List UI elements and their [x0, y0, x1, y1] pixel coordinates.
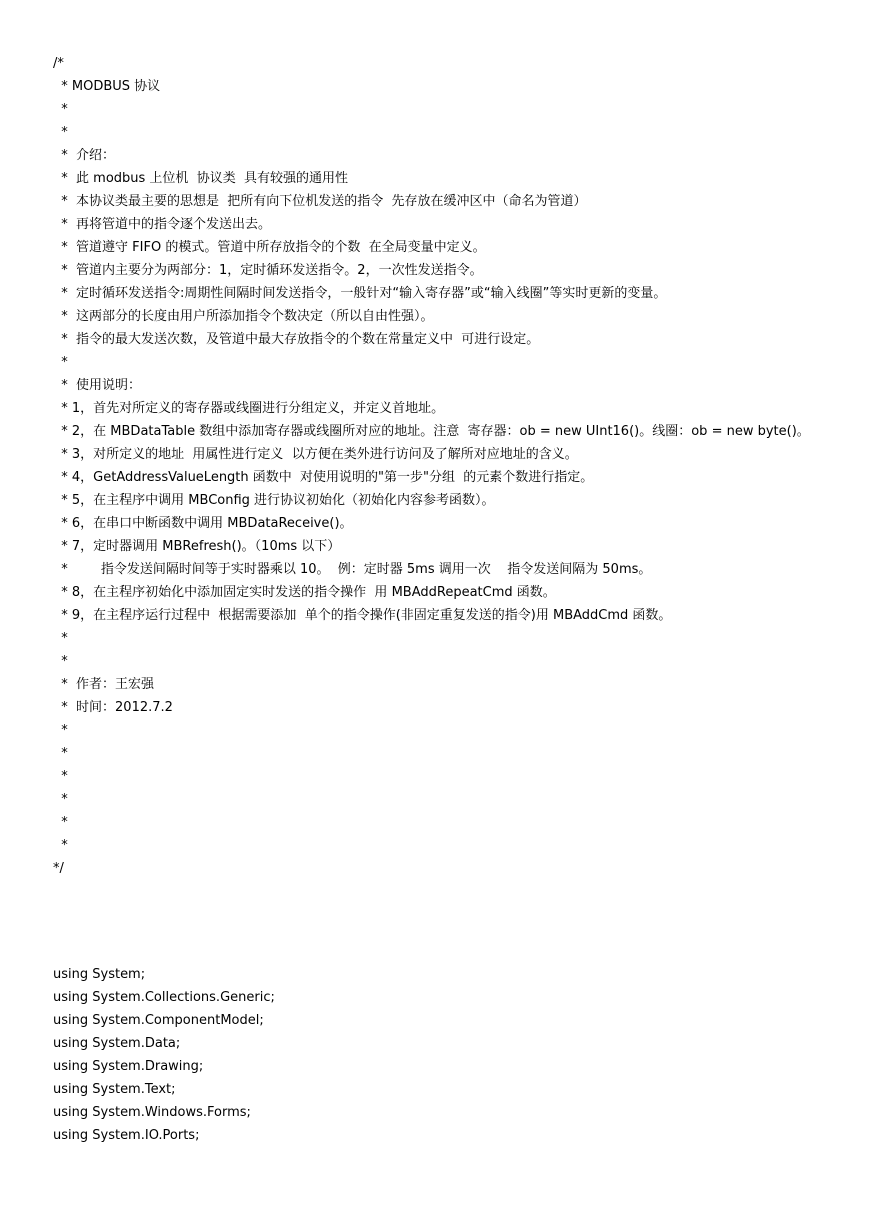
- using-line: using System.Drawing;: [53, 1059, 204, 1074]
- comment-line: * 6，在串口中断函数中调用 MBDataReceive()。: [53, 516, 353, 531]
- comment-line: * 管道遵守 FIFO 的模式。管道中所存放指令的个数 在全局变量中定义。: [53, 240, 486, 255]
- comment-line: *: [53, 631, 68, 646]
- using-line: using System.Collections.Generic;: [53, 990, 275, 1005]
- comment-line: *: [53, 654, 68, 669]
- comment-line: * 9，在主程序运行过程中 根据需要添加 单个的指令操作(非固定重复发送的指令)用 MBAddCmd 函数。: [53, 608, 672, 623]
- using-line: using System.Text;: [53, 1082, 176, 1097]
- comment-line: * 8，在主程序初始化中添加固定实时发送的指令操作 用 MBAddRepeatCmd 函数。: [53, 585, 556, 600]
- comment-line: * 管道内主要分为两部分：1，定时循环发送指令。2，一次性发送指令。: [53, 263, 483, 278]
- using-line: using System.Data;: [53, 1036, 181, 1051]
- comment-line: * 使用说明：: [53, 378, 142, 393]
- comment-line: * 时间：2012.7.2: [53, 700, 173, 715]
- comment-line: *: [53, 746, 68, 761]
- comment-line: * 5，在主程序中调用 MBConfig 进行协议初始化（初始化内容参考函数）。: [53, 493, 495, 508]
- comment-line: * MODBUS 协议: [53, 79, 161, 94]
- comment-line: *: [53, 355, 68, 370]
- comment-line: /*: [53, 56, 64, 71]
- comment-line: * 作者：王宏强: [53, 677, 155, 692]
- using-line: using System.IO.Ports;: [53, 1128, 200, 1143]
- header-comment-block: [53, 52, 853, 880]
- comment-line: *: [53, 723, 68, 738]
- comment-line: * 1，首先对所定义的寄存器或线圈进行分组定义，并定义首地址。: [53, 401, 445, 416]
- using-line: using System.ComponentModel;: [53, 1013, 264, 1028]
- comment-line: * 3，对所定义的地址 用属性进行定义 以方便在类外进行访问及了解所对应地址的含义。: [53, 447, 578, 462]
- comment-line: *: [53, 769, 68, 784]
- comment-line: */: [53, 861, 64, 876]
- using-line: using System;: [53, 967, 146, 982]
- comment-line: * 指令的最大发送次数，及管道中最大存放指令的个数在常量定义中 可进行设定。: [53, 332, 540, 347]
- comment-line: * 介绍：: [53, 148, 116, 163]
- comment-line: * 这两部分的长度由用户所添加指令个数决定（所以自由性强）。: [53, 309, 434, 324]
- comment-line: * 7，定时器调用 MBRefresh()。（10ms 以下）: [53, 539, 341, 554]
- comment-line: *: [53, 125, 68, 140]
- comment-line: * 4，GetAddressValueLength 函数中 对使用说明的"第一步"分组 的元素个数进行指定。: [53, 470, 594, 485]
- comment-line: * 此 modbus 上位机 协议类 具有较强的通用性: [53, 171, 348, 186]
- comment-line: * 2，在 MBDataTable 数组中添加寄存器或线圈所对应的地址。注意 寄存器：ob = new UInt16()。线圈：ob = new byte()。: [53, 424, 810, 439]
- comment-line: *: [53, 838, 68, 853]
- using-directives-block: [53, 963, 853, 1147]
- comment-line: *: [53, 792, 68, 807]
- comment-line: * 定时循环发送指令:周期性间隔时间发送指令，一般针对“输入寄存器”或“输入线圈”等实时更新的变量。: [53, 286, 667, 301]
- using-line: using System.Windows.Forms;: [53, 1105, 251, 1120]
- comment-line: *: [53, 102, 68, 117]
- comment-line: *: [53, 815, 68, 830]
- comment-line: * 再将管道中的指令逐个发送出去。: [53, 217, 272, 232]
- comment-line: * 本协议类最主要的思想是 把所有向下位机发送的指令 先存放在缓冲区中（命名为管道）: [53, 194, 587, 209]
- comment-line: * 指令发送间隔时间等于实时器乘以 10。 例：定时器 5ms 调用一次 指令发送间隔为 50ms。: [53, 562, 652, 577]
